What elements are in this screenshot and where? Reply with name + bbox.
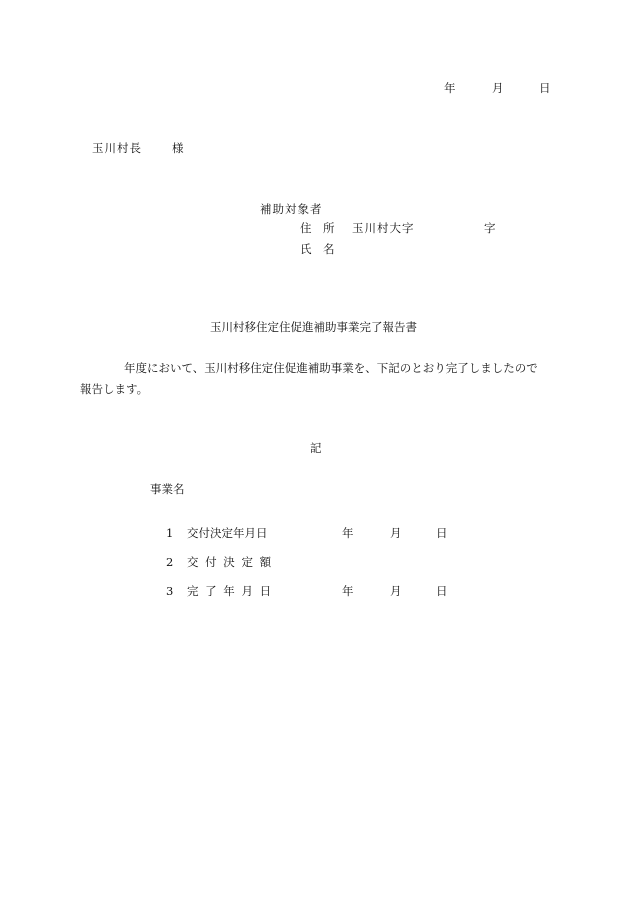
date-month-label: 月 <box>492 81 504 95</box>
address-value: 玉川村大字 <box>352 221 415 235</box>
address-label: 住 所 <box>300 221 335 235</box>
body-line-2: 報告します。 <box>80 382 149 396</box>
item-year-label: 年 <box>342 526 354 540</box>
item-day-label: 日 <box>436 584 448 598</box>
project-name-label: 事業名 <box>150 482 185 496</box>
date-year-label: 年 <box>444 81 456 95</box>
item-year-label: 年 <box>342 584 354 598</box>
item-month-label: 月 <box>390 584 402 598</box>
body-line-1: 年度において、玉川村移住定住促進補助事業を、下記のとおり完了しましたので <box>124 361 538 375</box>
ki-heading: 記 <box>310 441 322 455</box>
item-day-label: 日 <box>436 526 448 540</box>
name-label: 氏 名 <box>300 242 335 256</box>
item-label-decision-date: 交付決定年月日 <box>187 526 268 540</box>
address-suffix: 字 <box>484 221 496 235</box>
item-label-completion-date: 完 了 年 月 日 <box>187 584 273 598</box>
item-number: 1 <box>166 526 174 540</box>
item-number: 2 <box>166 555 174 569</box>
document-title: 玉川村移住定住促進補助事業完了報告書 <box>210 320 417 334</box>
item-number: 3 <box>166 584 174 598</box>
item-month-label: 月 <box>390 526 402 540</box>
applicant-heading: 補助対象者 <box>260 202 323 216</box>
item-label-decision-amount: 交 付 決 定 額 <box>187 555 273 569</box>
addressee-honorific: 様 <box>172 141 184 155</box>
addressee-name: 玉川村長 <box>92 141 142 155</box>
date-day-label: 日 <box>539 81 551 95</box>
